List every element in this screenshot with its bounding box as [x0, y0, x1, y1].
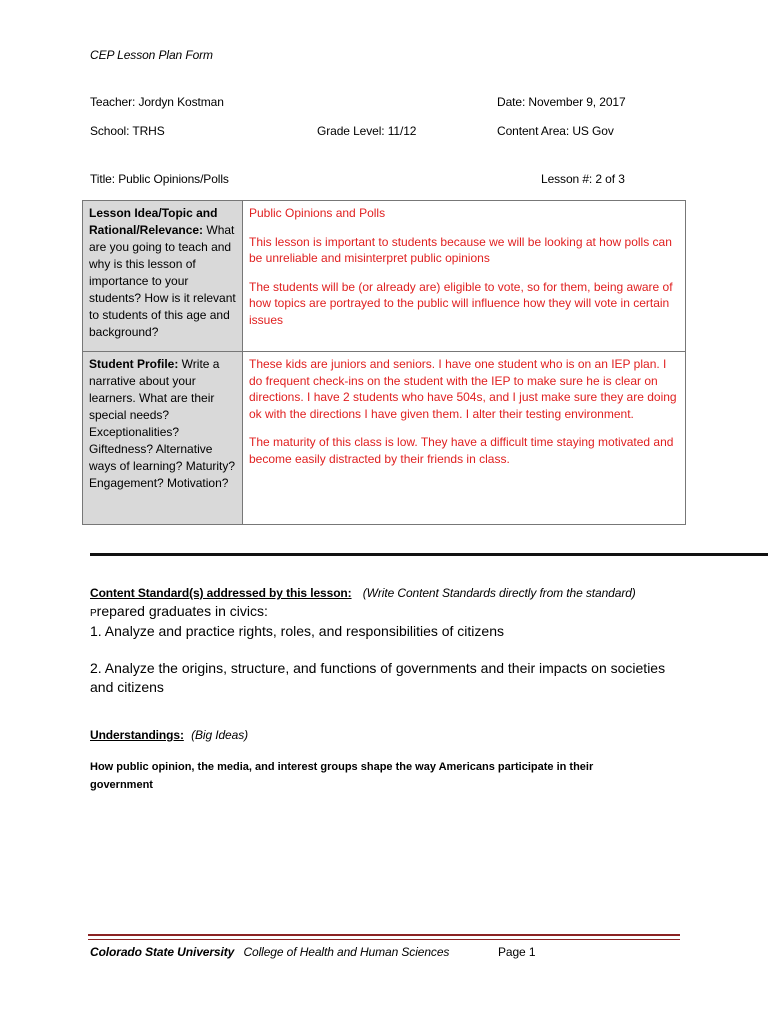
- understandings-heading-line: [90, 728, 248, 742]
- standards-heading-line: [90, 586, 636, 600]
- standards-intro-text: repared graduates in civics:: [96, 603, 268, 619]
- footer-rule: [88, 939, 680, 940]
- school-field: School: TRHS: [90, 124, 165, 138]
- label-heading: Lesson Idea/Topic and Rational/Relevance:: [89, 206, 218, 237]
- content-paragraph: This lesson is important to students because we will be looking at how polls can be unreliable and misinterpret public opinions: [249, 234, 672, 265]
- footer-college: College of Health and Human Sciences: [243, 945, 450, 959]
- lesson-idea-label: [83, 201, 243, 352]
- standards-heading: Content Standard(s) addressed by this lesson:: [90, 586, 352, 600]
- standard-item-2: 2. Analyze the origins, structure, and functions of governments and their impacts on societies and citizens: [90, 660, 666, 695]
- label-prompt: Write a narrative about your learners. What are their special needs? Exceptionalities? Giftedness? Alternative ways of learning? Maturity? Engagement? Motivation?: [89, 357, 236, 490]
- label-prompt: What are you going to teach and why is this lesson of importance to your students? How is it relevant to students of this age and background?: [89, 223, 236, 339]
- student-profile-label: [83, 352, 243, 525]
- label-heading: Student Profile:: [89, 357, 179, 371]
- content-paragraph: The maturity of this class is low. They have a difficult time staying motivated and become easily distracted by their friends in class.: [249, 435, 674, 466]
- standards-intro: [90, 603, 268, 619]
- lesson-number-field: Lesson #: 2 of 3: [541, 172, 625, 186]
- teacher-field: Teacher: Jordyn Kostman: [90, 95, 224, 109]
- form-title: CEP Lesson Plan Form: [90, 48, 213, 62]
- lesson-plan-table: [82, 200, 686, 525]
- section-divider: [90, 553, 768, 556]
- content-paragraph: Public Opinions and Polls: [249, 206, 386, 220]
- content-paragraph: These kids are juniors and seniors. I have one student who is on an IEP plan. I do frequent check-ins on the student with the IEP to make sure he is clear on directions. I have 2 students who have 504s, and I just make sure they are doing ok with the directions I have given them. I alter their testing environment.: [249, 357, 677, 421]
- footer-university: Colorado State University: [90, 945, 235, 959]
- standard-item-1: 1. Analyze and practice rights, roles, and responsibilities of citizens: [90, 623, 504, 639]
- lesson-title-field: Title: Public Opinions/Polls: [90, 172, 229, 186]
- standards-intro-cap: P: [90, 608, 97, 619]
- understandings-note: (Big Ideas): [191, 728, 249, 742]
- student-profile-content: [243, 352, 686, 525]
- table-row: [83, 201, 686, 352]
- date-field: Date: November 9, 2017: [497, 95, 626, 109]
- standards-note: (Write Content Standards directly from the standard): [362, 586, 636, 600]
- understandings-heading: Understandings:: [90, 728, 184, 742]
- content-area-field: Content Area: US Gov: [497, 124, 614, 138]
- understandings-text: How public opinion, the media, and interest groups shape the way Americans participate in their government: [90, 761, 594, 791]
- table-row: [83, 352, 686, 525]
- footer-line: [90, 945, 449, 959]
- grade-level-field: Grade Level: 11/12: [317, 124, 417, 138]
- lesson-idea-content: [243, 201, 686, 352]
- footer-page-number: Page 1: [498, 945, 536, 959]
- footer-rule: [88, 934, 680, 936]
- content-paragraph: The students will be (or already are) eligible to vote, so for them, being aware of how topics are portrayed to the public will influence how they will vote in certain issues: [249, 279, 673, 327]
